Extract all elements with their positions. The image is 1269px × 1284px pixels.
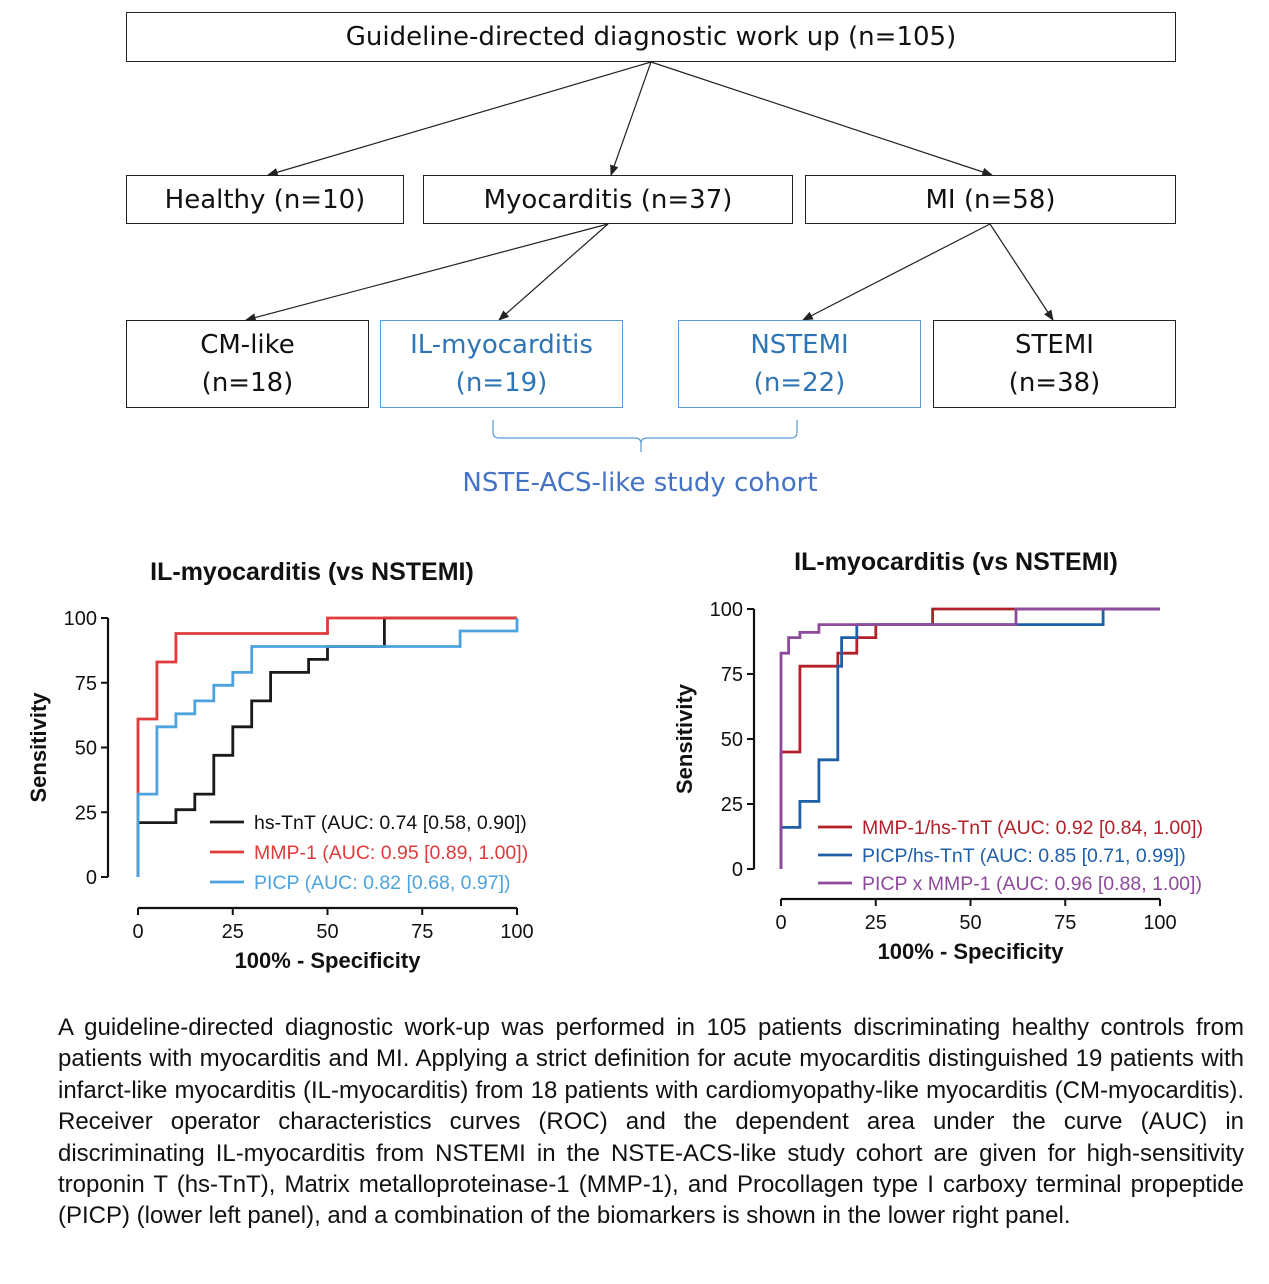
y-tick-label: 25 — [74, 802, 97, 825]
legend-label: PICP x MMP-1 (AUC: 0.96 [0.88, 1.00]) — [862, 873, 1202, 895]
arrow-to-nstemi — [803, 224, 990, 320]
x-tick-label: 0 — [775, 912, 787, 934]
mi-box — [805, 175, 1176, 224]
stemi-box — [933, 320, 1176, 408]
mi-label: MI (n=58) — [925, 184, 1056, 215]
legend-label: hs-TnT (AUC: 0.74 [0.58, 0.90]) — [254, 812, 527, 834]
cohort-brace — [493, 420, 797, 452]
arrow-to-stemi — [990, 224, 1053, 320]
flowchart-arrows — [0, 0, 1269, 520]
y-axis-label: Sensitivity — [26, 692, 51, 803]
x-tick-label: 100 — [1143, 912, 1177, 934]
x-tick-label: 25 — [864, 912, 887, 934]
y-tick-label: 50 — [74, 737, 97, 760]
myocarditis-label: Myocarditis (n=37) — [483, 184, 733, 215]
y-tick-label: 100 — [709, 599, 743, 621]
x-tick-label: 0 — [132, 921, 144, 943]
healthy-box — [126, 175, 404, 224]
legend-label: PICP/hs-TnT (AUC: 0.85 [0.71, 0.99]) — [862, 845, 1186, 867]
x-axis-label: 100% - Specificity — [877, 939, 1064, 964]
chart-title: IL-myocarditis (vs NSTEMI) — [150, 558, 474, 586]
arrow-to-mi — [651, 62, 992, 175]
legend-label: MMP-1/hs-TnT (AUC: 0.92 [0.84, 1.00]) — [862, 817, 1204, 839]
y-tick-label: 0 — [85, 867, 97, 889]
y-tick-label: 75 — [720, 664, 743, 686]
stemi-label: STEMI — [1015, 330, 1094, 360]
roc-chart-left — [0, 540, 620, 990]
x-tick-label: 50 — [316, 921, 339, 943]
stemi-count: (n=38) — [1008, 368, 1101, 398]
figure-caption: A guideline-directed diagnostic work-up was performed in 105 patients discriminating healthy controls from patients with myocarditis and MI. Applying a strict definition for acute myocarditis distinguished 19 patients with infarct-like myocarditis (IL-myocarditis) from 18 patients with cardiomyopathy-like myocarditis (CM-myocarditis). Receiver operator characteristics curves (ROC) and the dependent area under the curve (AUC) in discriminating IL-myocarditis from NSTEMI in the NSTE-ACS-like study cohort are given for high-sensitivity troponin T (hs-TnT), Matrix metalloproteinase-1 (MMP-1), and Procollagen type I carboxy terminal propeptide (PICP) (lower left panel), and a combination of the biomarkers is shown in the lower right panel. — [58, 1014, 1244, 1230]
il-myocarditis-count: (n=19) — [455, 368, 548, 398]
legend-label: MMP-1 (AUC: 0.95 [0.89, 1.00]) — [254, 842, 529, 864]
arrow-to-healthy — [268, 62, 651, 175]
nstemi-count: (n=22) — [753, 368, 846, 398]
workup-label: Guideline-directed diagnostic work up (n=105) — [345, 22, 957, 52]
legend-label: PICP (AUC: 0.82 [0.68, 0.97]) — [254, 872, 511, 894]
roc-curve-1 — [138, 618, 517, 877]
x-tick-label: 25 — [221, 921, 244, 943]
workup-box — [126, 12, 1176, 62]
il-myocarditis-box — [380, 320, 623, 408]
cm-like-count: (n=18) — [201, 368, 294, 398]
x-tick-label: 100 — [500, 921, 534, 943]
cm-like-box — [126, 320, 369, 408]
healthy-label: Healthy (n=10) — [164, 184, 366, 215]
arrow-to-myocarditis — [611, 62, 651, 175]
x-axis-label: 100% - Specificity — [234, 948, 421, 973]
x-tick-label: 75 — [411, 921, 434, 943]
nstemi-box — [678, 320, 921, 408]
x-tick-label: 50 — [959, 912, 982, 934]
y-tick-label: 100 — [63, 608, 97, 630]
y-tick-label: 0 — [731, 859, 743, 881]
nstemi-label: NSTEMI — [750, 330, 849, 360]
il-myocarditis-label: IL-myocarditis — [410, 330, 593, 360]
cohort-label: NSTE-ACS-like study cohort — [462, 468, 818, 498]
y-tick-label: 75 — [74, 672, 97, 695]
x-tick-label: 75 — [1054, 912, 1077, 934]
cm-like-label: CM-like — [200, 330, 295, 360]
y-axis-label: Sensitivity — [672, 683, 697, 795]
myocarditis-box — [423, 175, 793, 224]
chart-title: IL-myocarditis (vs NSTEMI) — [794, 548, 1118, 576]
roc-chart-right — [640, 530, 1269, 980]
y-tick-label: 50 — [720, 729, 743, 751]
y-tick-label: 25 — [720, 794, 743, 816]
